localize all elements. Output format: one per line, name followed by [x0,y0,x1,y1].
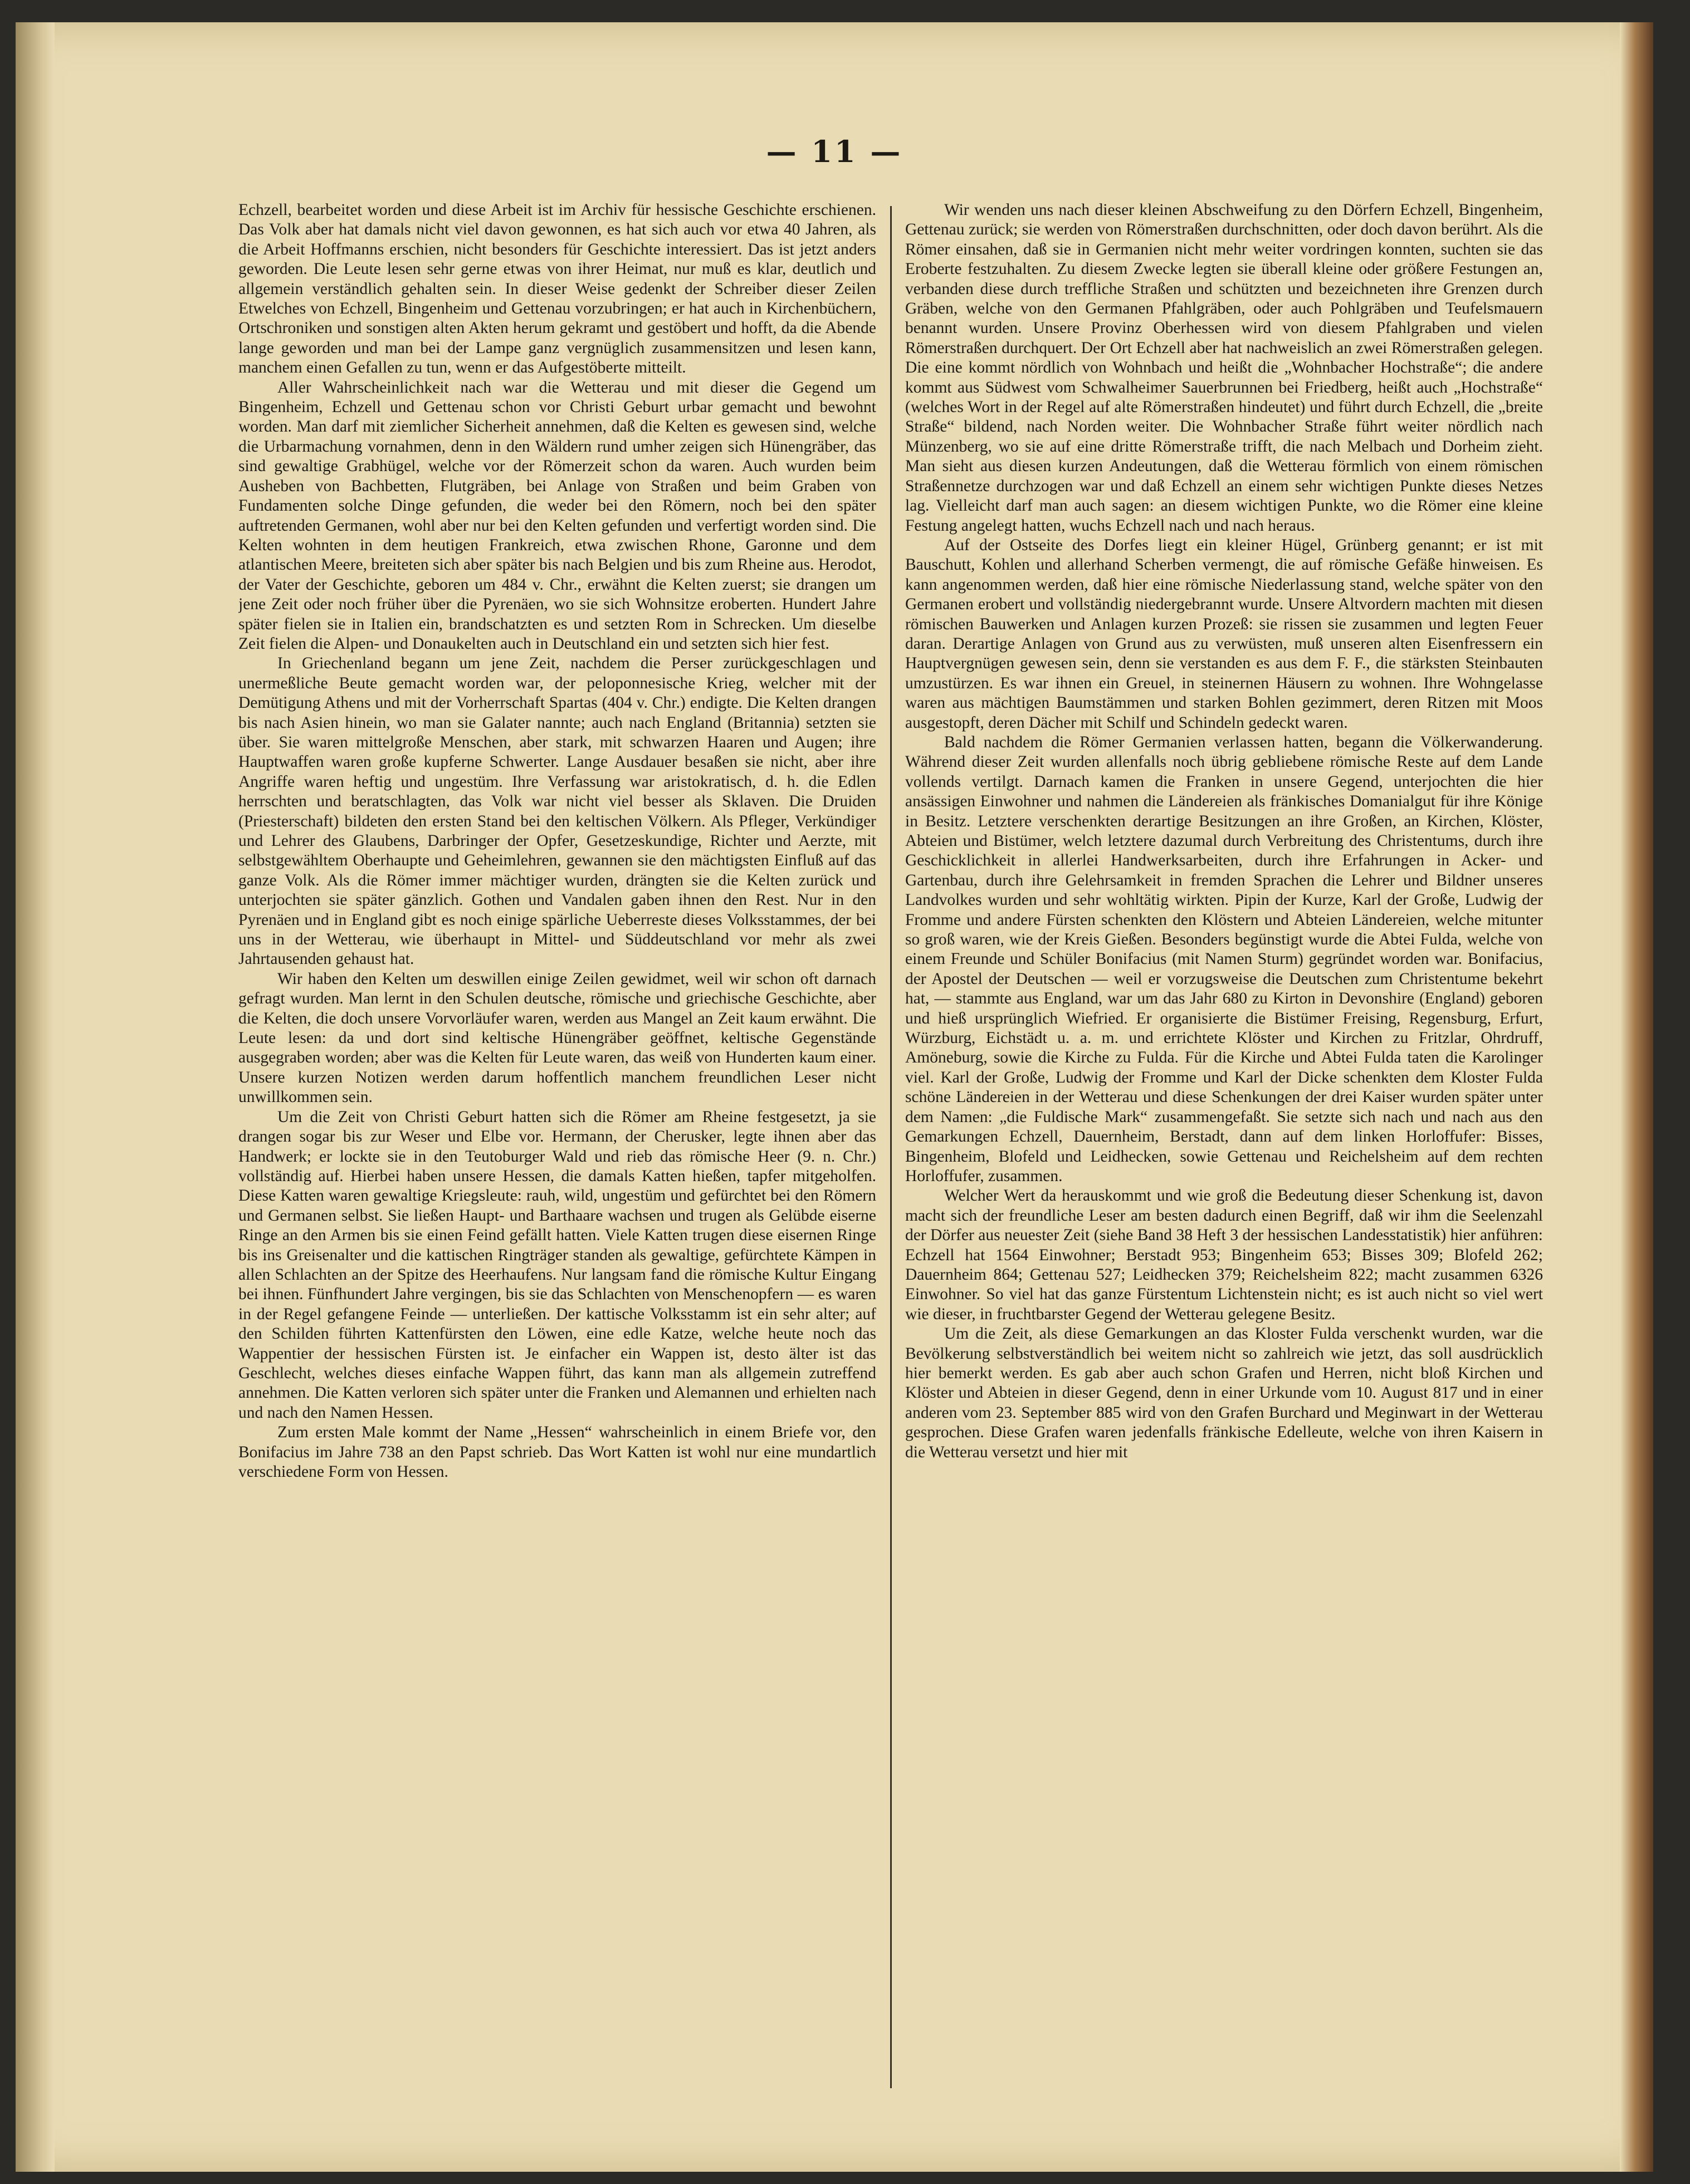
paragraph: Aller Wahrscheinlichkeit nach war die Wetterau und mit dieser die Gegend um Bingenheim, Echzell und Gettenau schon vor Christi Geburt urbar gemacht und bewohnt worden. Man darf mit ziemlicher Sicherheit annehmen, daß die Kelten es gewesen sind, welche die Urbarmachung vornahmen, denn in den Wäldern rund umher zeigen sich Hünengräber, das sind gewaltige Grabhügel, welche vor der Römerzeit schon da waren. Auch wurden beim Ausheben von Bachbetten, Flutgräben, bei Anlage von Straßen und beim Graben von Fundamenten solche Dinge gefunden, die weder bei den Römern, noch bei den später auftretenden Germanen, wohl aber nur bei den Kelten gefunden und verfertigt worden sind. Die Kelten wohnten in dem heutigen Frankreich, etwa zwischen Rhone, Garonne und dem atlantischen Meere, breiteten sich aber später bis nach Belgien und bis zum Rheine aus. Herodot, der Vater der Geschichte, geboren um 484 v. Chr., erwähnt die Kelten zuerst; sie drangen um jene Zeit oder noch früher über die Pyrenäen, wo sie sich Wohnsitze eroberten. Hundert Jahre später fielen sie in Italien ein, brandschatzten es und setzten Rom in Schrecken. Um dieselbe Zeit fielen die Alpen- und Donaukelten auch in Deutschland ein und setzten sich hier fest. [238,378,876,653]
right-column [905,200,1543,2088]
page-gutter [16,22,55,2172]
paragraph: Auf der Ostseite des Dorfes liegt ein kleiner Hügel, Grünberg genannt; er ist mit Bauschutt, Kohlen und allerhand Scherben vermengt, die auf römische Gefäße hinweisen. Es kann angenommen werden, daß hier eine römische Niederlassung stand, welche später von den Germanen erobert und vollständig niedergebrannt wurde. Unsere Altvordern machten mit diesen römischen Bauwerken und Anlagen kurzen Prozeß: sie rissen sie zusammen und legten Feuer daran. Derartige Anlagen von Grund aus zu verwüsten, muß unseren alten Eisenfressern ein Hauptvergnügen gewesen sein, denn sie verstanden es aus dem F. F., die stärksten Steinbauten umzustürzen. Es war ihnen ein Greuel, in steinernen Häusern zu wohnen. Ihre Wohngelasse waren aus mächtigen Baumstämmen und starken Bohlen gezimmert, deren Ritzen mit Moos ausgestopft, deren Dächer mit Schilf und Schindeln gedeckt waren. [905,536,1543,732]
paragraph: Zum ersten Male kommt der Name „Hessen“ wahrscheinlich in einem Briefe vor, den Bonifacius im Jahre 738 an den Papst schrieb. Das Wort Katten ist wohl nur eine mundartlich verschiedene Form von Hessen. [238,1423,876,1481]
column-divider [890,206,892,2088]
paragraph: Wir haben den Kelten um deswillen einige Zeilen gewidmet, weil wir schon oft darnach gefragt wurden. Man lernt in den Schulen deutsche, römische und griechische Geschichte, aber die Kelten, die doch unsere Vorvorläufer waren, werden aus Mangel an Zeit kaum erwähnt. Die Leute lesen: da und dort sind keltische Hünengräber geöffnet, keltische Gegenstände ausgegraben worden; aber was die Kelten für Leute waren, das weiß von Hunderten kaum einer. Unsere kurzen Notizen werden darum hoffentlich manchem freundlichen Leser nicht unwillkommen sein. [238,969,876,1106]
document-page [16,22,1653,2172]
paragraph: Welcher Wert da herauskommt und wie groß die Bedeutung dieser Schenkung ist, davon macht sich der freundliche Leser am besten dadurch einen Begriff, daß wir ihm die Seelenzahl der Dörfer aus neuester Zeit (siehe Band 38 Heft 3 der hessischen Landesstatistik) hier anführen: Echzell hat 1564 Einwohner; Berstadt 953; Bingenheim 653; Bisses 309; Blofeld 262; Dauernheim 864; Gettenau 527; Leidhecken 379; Reichelsheim 822; macht zusammen 6326 Einwohner. So viel hat das ganze Fürstentum Lichtenstein nicht; es ist auch nicht so viel wert wie dieser, in fruchtbarster Gegend der Wetterau gelegene Besitz. [905,1187,1543,1323]
page-edge [1620,22,1653,2172]
paragraph: In Griechenland begann um jene Zeit, nachdem die Perser zurückgeschlagen und unermeßliche Beute gemacht worden war, der peloponnesische Krieg, welcher mit der Demütigung Athens und mit der Vorherrschaft Spartas (404 v. Chr.) endigte. Die Kelten drangen bis nach Asien hinein, wo man sie Galater nannte; auch nach England (Britannia) setzten sie über. Sie waren mittelgroße Menschen, aber stark, mit schwarzen Haaren und Augen; ihre Hauptwaffen waren große kupferne Schwerter. Lange Ausdauer besaßen sie nicht, aber ihre Angriffe waren heftig und ungestüm. Ihre Verfassung war aristokratisch, d. h. die Edlen herrschten und beratschlagten, das Volk war nicht viel besser als Sklaven. Die Druiden (Priesterschaft) bildeten den ersten Stand bei den keltischen Völkern. Als Pfleger, Verkündiger und Lehrer des Glaubens, Darbringer der Opfer, Gesetzeskundige, Richter und Aerzte, mit selbstgewähltem Oberhaupte und Geheimlehren, gewannen sie den mächtigsten Einfluß auf das ganze Volk. Als die Römer immer mächtiger wurden, drängten sie die Kelten zurück und unterjochten sie später gänzlich. Gothen und Vandalen gaben ihnen den Rest. Nur in den Pyrenäen und in England gibt es noch einige spärliche Ueberreste dieses Volksstammes, der bei uns in der Wetterau, wie überhaupt in Mittel- und Süddeutschland vor mehr als zwei Jahrtausenden gehaust hat. [238,654,876,968]
paragraph: Um die Zeit, als diese Gemarkungen an das Kloster Fulda verschenkt wurden, war die Bevölkerung selbstverständlich bei weitem nicht so zahlreich wie jetzt, das soll ausdrücklich hier bemerkt werden. Es gab aber auch schon Grafen und Herren, nicht bloß Kirchen und Klöster und Abteien in dieser Gegend, denn in einer Urkunde vom 10. August 817 und in einer anderen vom 23. September 885 wird von den Grafen Burchard und Meginwart in der Wetterau gesprochen. Diese Grafen waren jedenfalls fränkische Edelleute, welche von ihren Kaisern in die Wetterau versetzt und hier mit [905,1325,1543,1461]
paragraph: Wir wenden uns nach dieser kleinen Abschweifung zu den Dörfern Echzell, Bingenheim, Gettenau zurück; sie werden von Römerstraßen durchschnitten, oder doch davon berührt. Als die Römer einsahen, daß sie in Germanien nicht mehr weiter vordringen konnten, suchten sie das Eroberte festzuhalten. Zu diesem Zwecke legten sie überall kleine oder größere Festungen an, verbanden diese durch treffliche Straßen und schützten und bezeichneten ihre Grenzen durch Gräben, welche von den Germanen Pfahlgräben, oder auch Pohlgräben und Teufelsmauern benannt wurden. Unsere Provinz Oberhessen wird von diesem Pfahlgraben und vielen Römerstraßen durchquert. Der Ort Echzell aber hat nachweislich an zwei Römerstraßen gelegen. Die eine kommt nördlich von Wohnbach und heißt die „Wohnbacher Hochstraße“; die andere kommt aus Südwest vom Schwalheimer Sauerbrunnen bei Friedberg, heißt auch „Hochstraße“ (welches Wort in der Regel auf alte Römerstraßen hindeutet) und führt durch Echzell, die „breite Straße“ bildend, nach Norden weiter. Die Wohnbacher Straße führt weiter nördlich nach Münzenberg, wo sie auf eine dritte Römerstraße trifft, die nach Melbach und Dorheim zieht. Man sieht aus diesen kurzen Andeutungen, daß die Wetterau förmlich von einem römischen Straßennetze durchzogen war und daß Echzell an einem sehr wichtigen Punkte dieses Netzes lag. Vielleicht darf man auch sagen: an diesem wichtigen Punkte, wo die Römer eine kleine Festung angelegt hatten, wuchs Echzell nach und nach heraus. [905,201,1543,535]
paragraph: Bald nachdem die Römer Germanien verlassen hatten, begann die Völkerwanderung. Während dieser Zeit wurden allenfalls noch übrig gebliebene römische Reste auf dem Lande vollends vertilgt. Darnach kamen die Franken in unsere Gegend, unterjochten die hier ansässigen Einwohner und nahmen die Ländereien als fränkisches Domanialgut für ihre Könige in Besitz. Letztere verschenkten derartige Besitzungen an ihre Großen, an Kirchen, Klöster, Abteien und Bistümer, welch letztere dazumal durch Verbreitung des Christentums, durch ihre Geschicklichkeit in allerlei Handwerksarbeiten, durch ihre Erfahrungen in Acker- und Gartenbau, durch ihre Gelehrsamkeit in fremden Sprachen die Lehrer und Bildner unseres Landvolkes wurden und sehr wohltätig wirkten. Pipin der Kurze, Karl der Große, Ludwig der Fromme und andere Fürsten schenkten den Klöstern und Abteien Ländereien, welche mitunter so groß waren, wie der Kreis Gießen. Besonders begünstigt wurde die Abtei Fulda, welche von einem Freunde und Schüler Bonifacius (mit Namen Sturm) gegründet worden war. Bonifacius, der Apostel der Deutschen — weil er vorzugsweise die Deutschen zum Christentume bekehrt hat, — stammte aus England, war um das Jahr 680 zu Kirton in Devonshire (England) geboren und hieß ursprünglich Wiefried. Er organisierte die Bistümer Freising, Regensburg, Erfurt, Würzburg, Eichstädt u. a. m. und errichtete Klöster und Kirchen zu Fritzlar, Ohrdruff, Amöneburg, sowie die Kirche zu Fulda. Für die Kirche und Abtei Fulda taten die Karolinger viel. Karl der Große, Ludwig der Fromme und Karl der Dicke schenkten dem Kloster Fulda schöne Ländereien in der Wetterau und diese Schenkungen der drei Kaiser wurden später unter dem Namen: „die Fuldische Mark“ zusammengefaßt. Sie setzte sich nach und nach aus den Gemarkungen Echzell, Dauernheim, Berstadt, dann auf dem linken Horloffufer: Bisses, Bingenheim, Blofeld und Leidhecken, sowie Gettenau und Reichelsheim auf dem rechten Horloffufer, zusammen. [905,733,1543,1185]
page-number: — 11 — [766,134,903,169]
left-column [238,200,876,2088]
paragraph: Echzell, bearbeitet worden und diese Arbeit ist im Archiv für hessische Geschichte erschienen. Das Volk aber hat damals nicht viel davon gewonnen, es hat sich auch vor etwa 40 Jahren, als die Arbeit Hoffmanns erschien, nicht besonders für Geschichte interessiert. Das ist jetzt anders geworden. Die Leute lesen sehr gerne etwas von ihrer Heimat, nur muß es klar, deutlich und allgemein verständlich gehalten sein. In dieser Weise gedenkt der Schreiber dieser Zeilen Etwelches von Echzell, Bingenheim und Gettenau vorzubringen; er hat auch in Kirchenbüchern, Ortschroniken und sonstigen alten Akten herum gekramt und gestöbert und hofft, da die Abende lange geworden und man bei der Lampe ganz vergnüglich zusammensitzen und lesen kann, manchem einen Gefallen zu tun, wenn er das Aufgestöberte mitteilt. [238,201,876,377]
paragraph: Um die Zeit von Christi Geburt hatten sich die Römer am Rheine festgesetzt, ja sie drangen sogar bis zur Weser und Elbe vor. Hermann, der Cherusker, legte ihnen aber das Handwerk; er lockte sie in den Teutoburger Wald und rieb das römische Heer (9. n. Chr.) vollständig auf. Hierbei haben unsere Hessen, die damals Katten hießen, tapfer mitgeholfen. Diese Katten waren gewaltige Kriegsleute: rauh, wild, ungestüm und gefürchtet bei den Römern und Germanen selbst. Sie ließen Haupt- und Barthaare wachsen und trugen als Gelübde eiserne Ringe an den Armen bis sie einen Feind gefällt hatten. Viele Katten trugen diese eisernen Ringe bis ins Greisenalter und die kattischen Ringträger standen als gewaltige, gefürchtete Kämpen in allen Schlachten an der Spitze des Heerhaufens. Nur langsam fand die römische Kultur Eingang bei ihnen. Fünfhundert Jahre vergingen, bis sie das Schlachten von Menschenopfern — es waren in der Regel gefangene Feinde — unterließen. Der kattische Volksstamm ist ein sehr alter; auf den Schilden führten Kattenfürsten den Löwen, eine edle Katze, welche heute noch das Wappentier der hessischen Fürsten ist. Je einfacher ein Wappen ist, desto älter ist das Geschlecht, welches dieses einfache Wappen führt, das kann man als allgemein zutreffend annehmen. Die Katten verloren sich später unter die Franken und Alemannen und erhielten nach und nach den Namen Hessen. [238,1108,876,1422]
